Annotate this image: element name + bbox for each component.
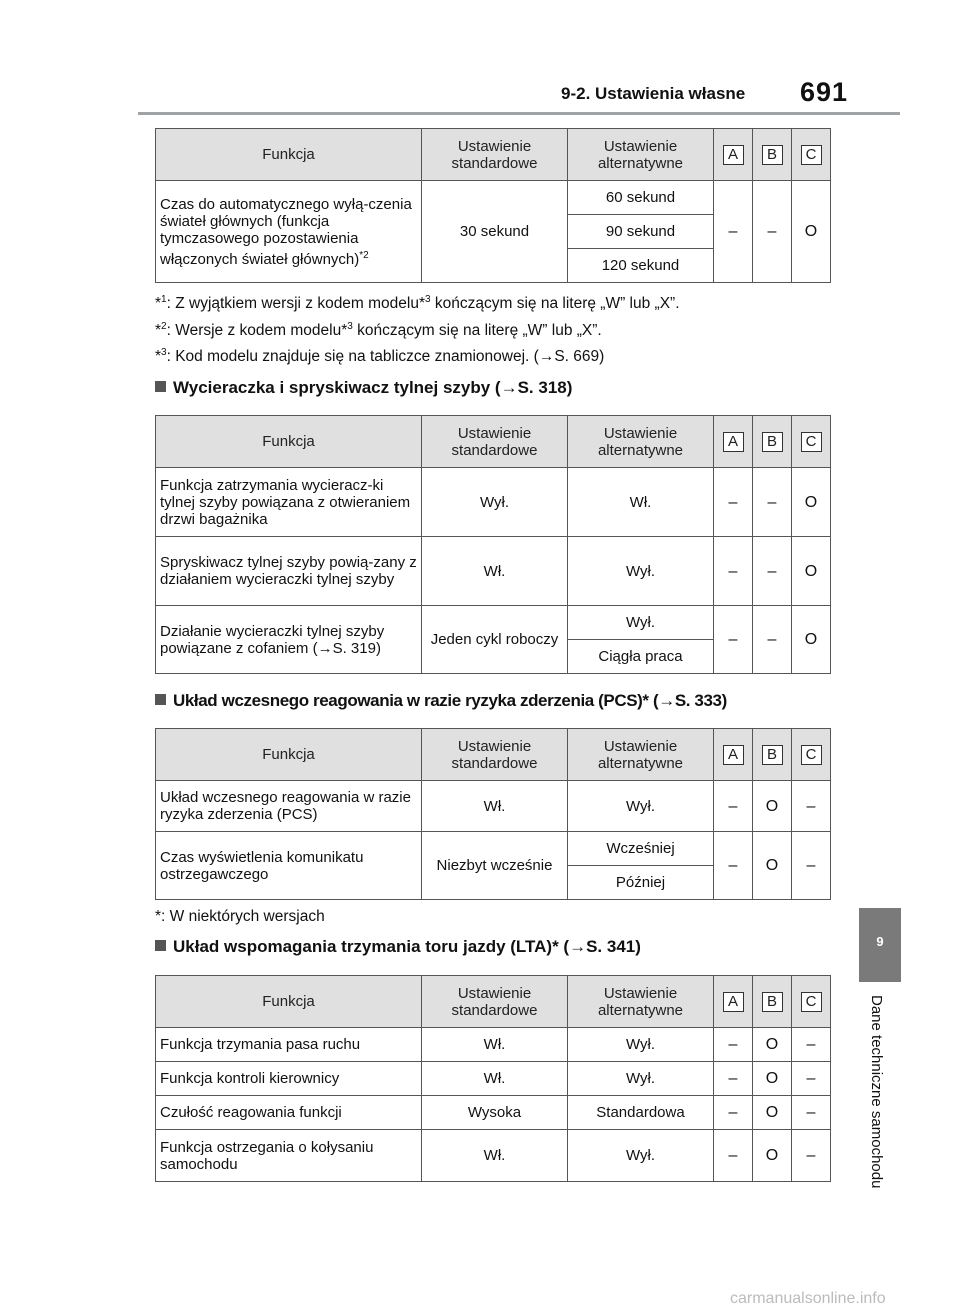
header-rule (138, 112, 900, 115)
col-standard: Ustawienie standardowe (422, 416, 568, 468)
col-c (792, 129, 831, 181)
cell-b: O (753, 781, 792, 832)
cell-function: Funkcja trzymania pasa ruchu (156, 1028, 422, 1062)
footnote-variants: *: W niektórych wersjach (155, 908, 325, 925)
badge-c: C (801, 432, 822, 452)
col-b (753, 129, 792, 181)
col-b (753, 976, 792, 1028)
cell-function: Funkcja zatrzymania wycieracz-ki tylnej szyby powiązana z otwieraniem drzwi bagażnika (156, 468, 422, 537)
footnote-3: *$^3$: Kod modelu znajduje się na tabliczce znamionowej. (→S. 669) (155, 347, 605, 366)
badge-a: A (723, 432, 744, 452)
cell-function: Układ wczesnego reagowania w razie ryzyka zderzenia (PCS) (156, 781, 422, 832)
col-funkcja: Funkcja (156, 729, 422, 781)
cell-a: – (714, 1096, 753, 1130)
page-number: 691 (800, 77, 849, 107)
table-header-row (156, 729, 831, 781)
col-b (753, 729, 792, 781)
cell-alt: Wył. (568, 1028, 714, 1062)
cell-c: O (792, 468, 831, 537)
table-header-row (156, 976, 831, 1028)
badge-a: A (723, 992, 744, 1012)
col-c (792, 416, 831, 468)
cell-b: – (753, 468, 792, 537)
cell-alt: Później (568, 866, 714, 900)
section-title-rear-wiper: Wycieraczka i spryskiwacz tylnej szyby (→S. 318) (155, 378, 572, 398)
col-alternative: Ustawienie alternatywne (568, 976, 714, 1028)
cell-standard: Wł. (422, 1130, 568, 1182)
cell-function: Działanie wycieraczki tylnej szyby powiązane z cofaniem (→S. 319) (156, 606, 422, 674)
table-header-row (156, 416, 831, 468)
cell-alt: Wł. (568, 468, 714, 537)
table-row (156, 1028, 831, 1062)
table-rear-wiper (155, 415, 831, 674)
table-header-row (156, 129, 831, 181)
badge-b: B (762, 432, 783, 452)
col-funkcja: Funkcja (156, 976, 422, 1028)
col-funkcja: Funkcja (156, 129, 422, 181)
chapter-tab: 9 (859, 908, 901, 982)
cell-function: Czas wyświetlenia komunikatu ostrzegawczego (156, 832, 422, 900)
table-row (156, 606, 831, 640)
cell-standard: Wł. (422, 537, 568, 606)
badge-c: C (801, 745, 822, 765)
col-a (714, 416, 753, 468)
col-standard: Ustawienie standardowe (422, 976, 568, 1028)
table-row (156, 1130, 831, 1182)
badge-a: A (723, 745, 744, 765)
cell-alt: Wył. (568, 1130, 714, 1182)
cell-standard: 30 sekund (422, 181, 568, 283)
section-title-pcs: Układ wczesnego reagowania w razie ryzyka zderzenia (PCS)* (→S. 333) (155, 691, 727, 711)
cell-alt: Wył. (568, 537, 714, 606)
section-title-lta: Układ wspomagania trzymania toru jazdy (LTA)* (→S. 341) (155, 937, 641, 957)
col-a (714, 976, 753, 1028)
cell-a: – (714, 606, 753, 674)
cell-b: – (753, 537, 792, 606)
cell-b: – (753, 606, 792, 674)
cell-alt: Ciągła praca (568, 640, 714, 674)
table-row (156, 1062, 831, 1096)
cell-a: – (714, 181, 753, 283)
cell-standard: Wł. (422, 1028, 568, 1062)
cell-a: – (714, 1028, 753, 1062)
cell-alt: 120 sekund (568, 249, 714, 283)
badge-c: C (801, 992, 822, 1012)
table-headlights (155, 128, 831, 283)
col-c (792, 976, 831, 1028)
cell-c: – (792, 1028, 831, 1062)
badge-b: B (762, 745, 783, 765)
cell-c: O (792, 181, 831, 283)
cell-c: O (792, 606, 831, 674)
cell-c: – (792, 832, 831, 900)
cell-function: Funkcja kontroli kierownicy (156, 1062, 422, 1096)
col-standard: Ustawienie standardowe (422, 129, 568, 181)
cell-standard: Wł. (422, 781, 568, 832)
cell-alt: Wył. (568, 1062, 714, 1096)
cell-standard: Wł. (422, 1062, 568, 1096)
cell-function: Spryskiwacz tylnej szyby powią-zany z działaniem wycieraczki tylnej szyby (156, 537, 422, 606)
col-alternative: Ustawienie alternatywne (568, 129, 714, 181)
table-row (156, 468, 831, 537)
section-header: 9-2. Ustawienia własne (561, 84, 746, 103)
cell-b: O (753, 1062, 792, 1096)
cell-c: O (792, 537, 831, 606)
col-b (753, 416, 792, 468)
footnote-2: *$^2$: Wersje z kodem modelu*$^3$ kończącym się na literę „W” lub „X”. (155, 321, 602, 340)
cell-function: Funkcja ostrzegania o kołysaniu samochodu (156, 1130, 422, 1182)
cell-alt: Wcześniej (568, 832, 714, 866)
cell-function: Czas do automatycznego wyłą-czenia świateł głównych (funkcja tymczasowego pozostawienia włączonych świateł głównych)$^{*2}$ (156, 181, 422, 283)
square-bullet-icon (155, 694, 166, 705)
cell-standard: Wysoka (422, 1096, 568, 1130)
col-c (792, 729, 831, 781)
cell-standard: Wył. (422, 468, 568, 537)
badge-b: B (762, 992, 783, 1012)
badge-b: B (762, 145, 783, 165)
badge-a: A (723, 145, 744, 165)
table-row (156, 537, 831, 606)
table-row (156, 1096, 831, 1130)
cell-alt: Standardowa (568, 1096, 714, 1130)
cell-alt: Wył. (568, 781, 714, 832)
cell-c: – (792, 1130, 831, 1182)
footnote-1: *$^1$: Z wyjątkiem wersji z kodem modelu*$^3$ kończącym się na literę „W” lub „X”. (155, 294, 680, 313)
cell-standard: Niezbyt wcześnie (422, 832, 568, 900)
cell-b: – (753, 181, 792, 283)
square-bullet-icon (155, 381, 166, 392)
cell-function: Czułość reagowania funkcji (156, 1096, 422, 1130)
table-pcs (155, 728, 831, 900)
cell-a: – (714, 468, 753, 537)
col-alternative: Ustawienie alternatywne (568, 729, 714, 781)
col-a (714, 729, 753, 781)
table-row (156, 781, 831, 832)
cell-a: – (714, 1062, 753, 1096)
cell-b: O (753, 1130, 792, 1182)
cell-a: – (714, 1130, 753, 1182)
cell-a: – (714, 781, 753, 832)
cell-standard: Jeden cykl roboczy (422, 606, 568, 674)
col-a (714, 129, 753, 181)
cell-b: O (753, 1096, 792, 1130)
badge-c: C (801, 145, 822, 165)
cell-b: O (753, 832, 792, 900)
table-lta (155, 975, 831, 1182)
cell-c: – (792, 781, 831, 832)
square-bullet-icon (155, 940, 166, 951)
watermark: carmanualsonline.info (730, 1290, 886, 1307)
table-row (156, 832, 831, 866)
table-row (156, 181, 831, 215)
cell-a: – (714, 832, 753, 900)
cell-c: – (792, 1062, 831, 1096)
col-standard: Ustawienie standardowe (422, 729, 568, 781)
cell-alt: 90 sekund (568, 215, 714, 249)
cell-alt: 60 sekund (568, 181, 714, 215)
col-funkcja: Funkcja (156, 416, 422, 468)
cell-alt: Wył. (568, 606, 714, 640)
cell-b: O (753, 1028, 792, 1062)
chapter-label: Dane techniczne samochodu (868, 995, 885, 1189)
col-alternative: Ustawienie alternatywne (568, 416, 714, 468)
cell-a: – (714, 537, 753, 606)
cell-c: – (792, 1096, 831, 1130)
